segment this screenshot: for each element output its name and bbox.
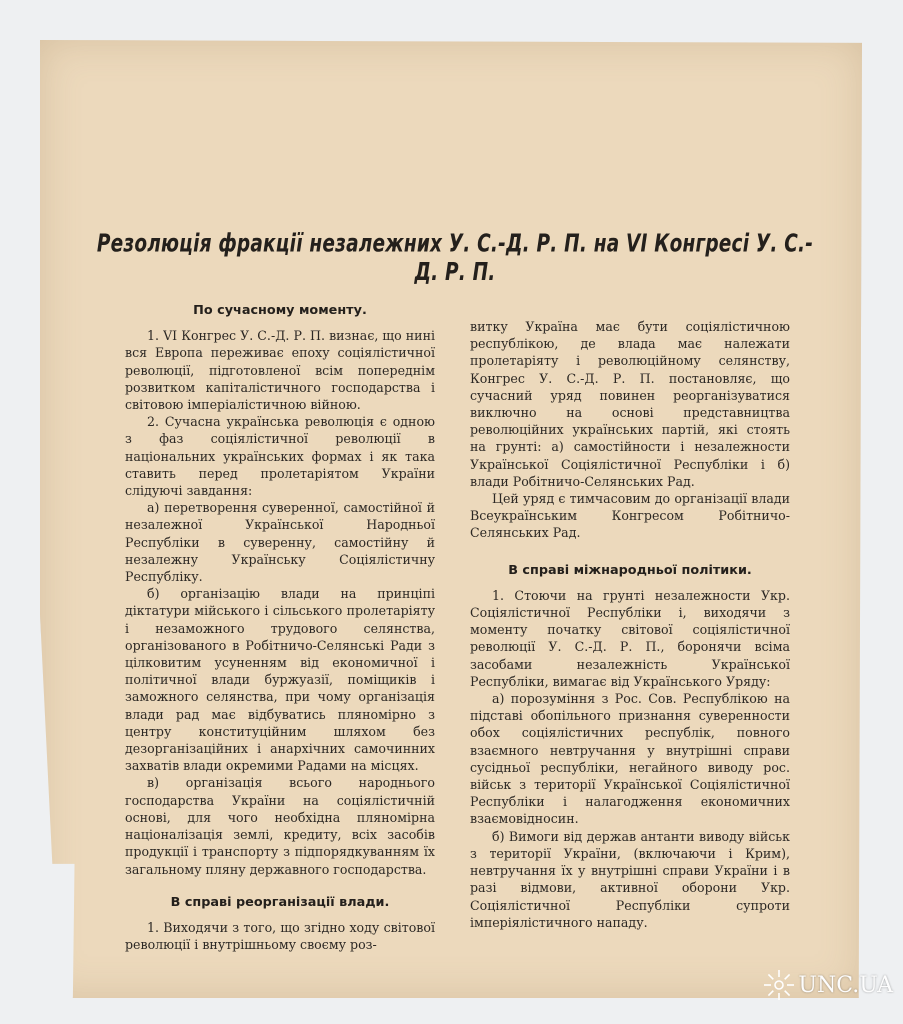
left-column bbox=[125, 302, 435, 953]
document-title: Резолюція фракції незалежних У. С.-Д. Р. П. на VI Конгресі У. С.-Д. Р. П. bbox=[96, 230, 814, 287]
paragraph: 1. Виходячи з того, що згідно ходу світової революції і внутрішньому своєму роз- bbox=[125, 919, 435, 953]
paragraph: а) перетворення суверенної, самостійної й незалежної Української Народньої Республіки в суверенну, самостійну й незалежну Українську Соціялістичну Республіку. bbox=[125, 500, 435, 585]
watermark-text: UNC.UA bbox=[798, 972, 893, 998]
paragraph: б) Вимоги від держав антанти виводу військ з території України, (включаючи і Крим), невтручання їх у внутрішні справи України і в разі відмови, активної оборони Укр. Соціялістичної Республіки супроти імперіялістичного нападу. bbox=[470, 828, 790, 930]
paragraph: в) організація всього народнього господарства України на соціялістичній основі, для чого необхідна пляномірна націоналізація землі, кредиту, всіх засобів продукції і транспорту з підпорядкуванням їх загальному пляну державного господарства. bbox=[125, 775, 435, 877]
section-heading-reorganization: В справі реорганізації влади. bbox=[170, 894, 390, 910]
paragraph: а) порозуміння з Рос. Сов. Республікою на підставі обопільного признання суверенности обох соціялістичних республік, повного взаємного невтручання у внутрішні справи сусідньої республіки, негайного виводу рос. військ з території Української Соціялістичної Республіки і налагодження економичних взаємовідносин. bbox=[470, 691, 790, 827]
paragraph: 1. Стоючи на грунті незалежности Укр. Соціялістичної Республіки і, виходячи з моменту початку світової соціялістичної революції У. С.-Д. Р. П., боронячи всіма засобами незалежність Української Республіки, вимагає від Українського Уряду: bbox=[470, 587, 790, 689]
paragraph: витку Україна має бути соціялістичною республікою, де влада має належати пролетаріяту і революційному селянству, Конгрес У. С.-Д. Р. П. постановляє, що сучасний уряд повинен реорганізуватися виключно на основі представництва революційних українських партій, які стоять на грунті: а) самостійности і незалежности Української Соціялістичної Республіки і б) влади Робітничо-Селянських Рад. bbox=[470, 319, 790, 489]
section-heading-international: В справі міжнародньої політики. bbox=[508, 562, 752, 578]
section-heading-current-moment: По сучасному моменту. bbox=[193, 303, 367, 318]
right-column bbox=[470, 318, 790, 931]
paragraph: 2. Сучасна українська революція є одною з фаз соціялістичної революції в національних українських формах і як така ставить перед пролетаріятом України слідуючі завдання: bbox=[125, 414, 435, 499]
paragraph: 1. VI Конгрес У. С.-Д. Р. П. визнає, що нині вся Европа переживає епоху соціялістичної революції, підготовленої всім попереднім розвитком капіталістичного господарства і світовою імперіалістичною війною. bbox=[125, 328, 435, 413]
paragraph: б) організацію влади на принціпі діктатури мійського і сільського пролетаріяту і незаможного трудового селянства, організованого в Робітничо-Селянські Ради з цілковитим усуненням від економичної і політичної влади буржуазії, поміщиків і заможного селянства, при чому організація влади рад має відбуватись пляномірно з центру конституційним шляхом без дезорганізаційних і анархічних самочинних захватів влади окремими Радами на місцях. bbox=[125, 586, 435, 774]
site-watermark bbox=[762, 968, 893, 1002]
paragraph: Цей уряд є тимчасовим до організації влади Всеукраїнським Конгресом Робітничо-Селянських Рад. bbox=[470, 491, 790, 541]
sunburst-logo-icon bbox=[762, 968, 796, 1002]
